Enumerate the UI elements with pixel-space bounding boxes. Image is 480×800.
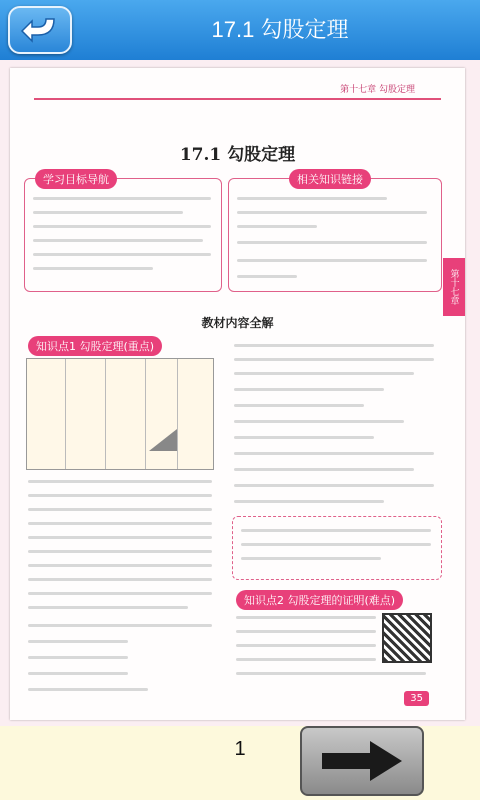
table-column-divider	[65, 359, 66, 469]
text-line	[28, 688, 148, 691]
text-line	[33, 253, 211, 256]
text-line	[234, 484, 434, 487]
text-line	[237, 275, 297, 278]
textbook-page-viewer[interactable]	[0, 60, 480, 726]
text-line	[28, 550, 212, 553]
text-line	[28, 656, 128, 659]
top-bar	[0, 0, 480, 60]
back-button[interactable]	[8, 6, 72, 54]
text-line	[28, 592, 212, 595]
text-line	[234, 452, 434, 455]
text-line	[236, 672, 426, 675]
text-line	[28, 606, 188, 609]
text-line	[28, 624, 212, 627]
text-line	[236, 630, 376, 633]
text-line	[234, 358, 434, 361]
text-line	[237, 259, 427, 262]
bottom-bar	[0, 726, 480, 800]
text-line	[237, 197, 387, 200]
text-line	[28, 480, 212, 483]
text-line	[236, 644, 376, 647]
text-line	[234, 420, 404, 423]
text-line	[28, 578, 212, 581]
textbook-page-image	[10, 68, 465, 720]
table-column-divider	[105, 359, 106, 469]
text-line	[234, 500, 384, 503]
text-line	[234, 388, 384, 391]
qr-code-icon	[382, 613, 432, 663]
knowledge-point-1-tag: 知识点1 勾股定理(重点)	[28, 336, 162, 356]
text-line	[28, 508, 212, 511]
text-line	[241, 557, 381, 560]
text-line	[28, 536, 212, 539]
text-line	[33, 211, 183, 214]
table-column-divider	[145, 359, 146, 469]
text-line	[234, 404, 364, 407]
content-band-title: 教材内容全解	[201, 316, 274, 330]
book-page-number: 35	[404, 691, 429, 706]
right-arrow-icon	[312, 736, 412, 786]
next-page-button[interactable]	[300, 726, 424, 796]
text-line	[236, 616, 376, 619]
learning-goals-box	[24, 173, 222, 292]
text-line	[234, 436, 374, 439]
header-rule	[34, 98, 441, 100]
text-line	[33, 197, 211, 200]
related-knowledge-box	[228, 173, 442, 292]
text-line	[28, 564, 212, 567]
text-line	[28, 640, 128, 643]
page-indicator: 1	[234, 738, 246, 760]
page-title: 17.1 勾股定理	[211, 17, 349, 42]
right-triangle-figure	[149, 429, 177, 451]
section-title: 17.1 勾股定理	[179, 145, 296, 165]
text-line	[28, 522, 212, 525]
text-line	[28, 494, 212, 497]
text-line	[237, 241, 427, 244]
rule-note-box	[232, 516, 442, 580]
table-column-divider	[177, 359, 178, 469]
text-line	[237, 211, 427, 214]
text-line	[33, 267, 153, 270]
text-line	[234, 372, 414, 375]
text-line	[28, 672, 128, 675]
text-line	[236, 658, 376, 661]
text-line	[234, 344, 434, 347]
text-line	[33, 239, 203, 242]
chapter-side-tab: 第十七章	[443, 258, 465, 316]
running-header: 第十七章 勾股定理	[340, 85, 415, 95]
knowledge-point-2-tag: 知识点2 勾股定理的证明(难点)	[236, 590, 403, 610]
text-line	[33, 225, 211, 228]
back-arrow-icon	[20, 13, 60, 47]
text-line	[237, 225, 317, 228]
learning-goals-tag: 学习目标导航	[35, 169, 117, 189]
related-knowledge-tag: 相关知识链接	[289, 169, 371, 189]
text-line	[241, 529, 431, 532]
knowledge-table	[26, 358, 214, 470]
text-line	[234, 468, 414, 471]
text-line	[241, 543, 431, 546]
